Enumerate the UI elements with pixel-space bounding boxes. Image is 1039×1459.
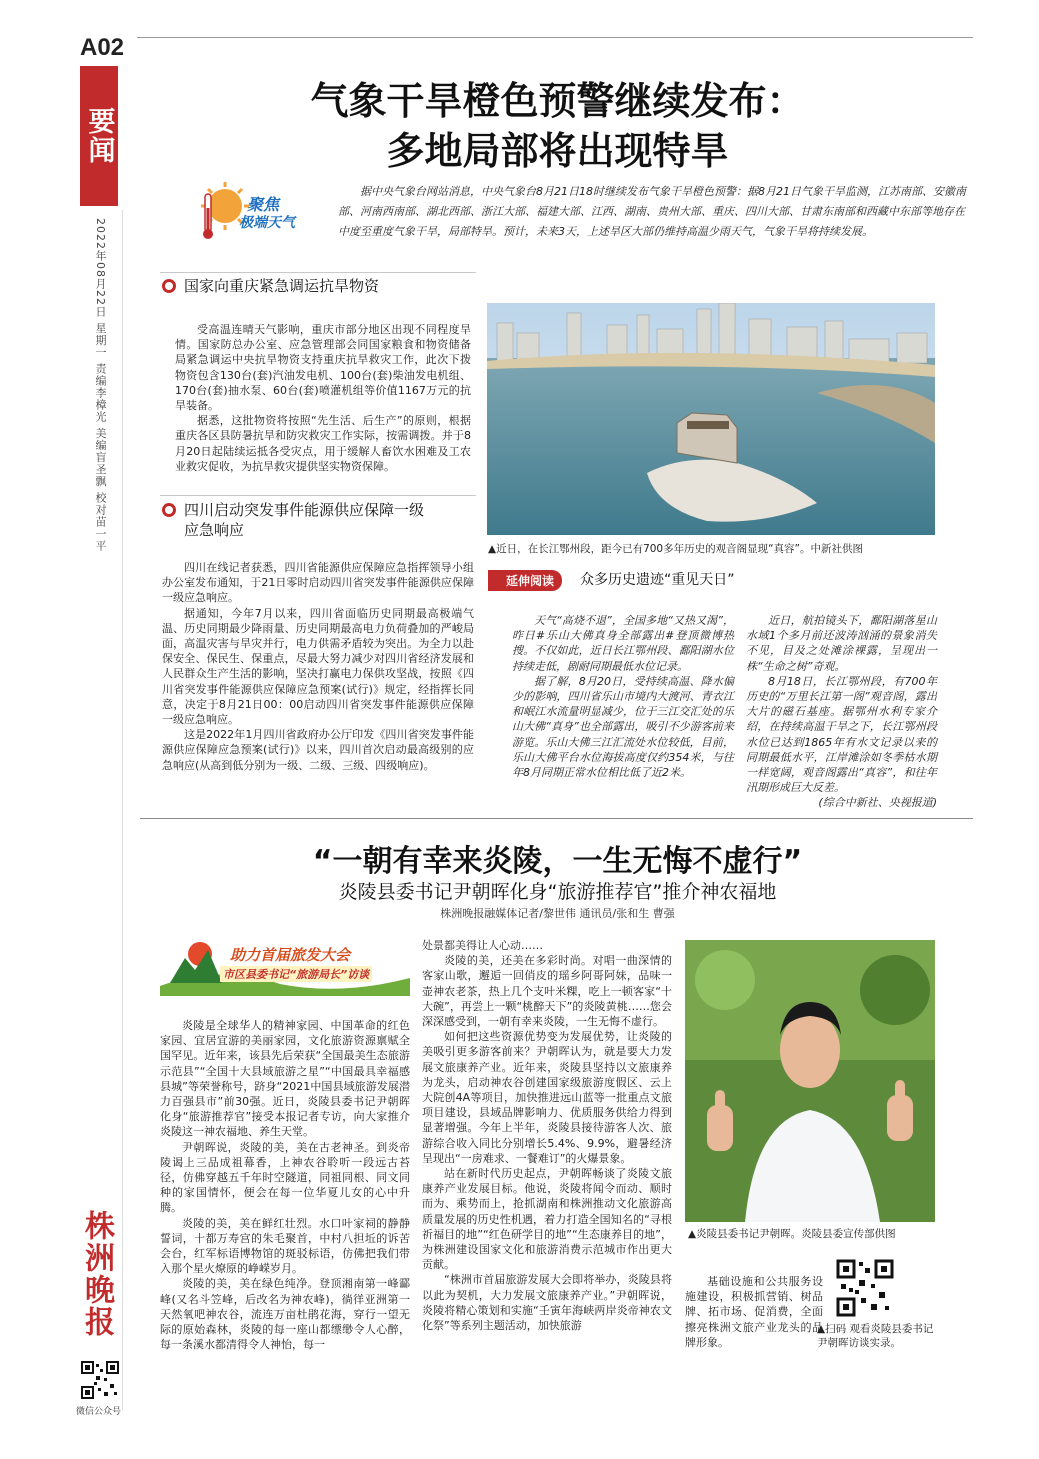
story-divider [140,818,973,819]
qr-caption: ▲扫码 观看炎陵县委书记尹朝晖访谈实录。 [817,1323,934,1349]
logo-text2: 市区县委书记“旅游局长”访谈 [220,966,372,982]
wechat-qr-icon[interactable] [80,1360,120,1400]
yin-zhaohui-photo [685,940,935,1222]
section1-title: 国家向重庆紧急调运抗旱物资 [184,277,380,295]
section2-title-line1: 四川启动突发事件能源供应保障一级 [184,501,425,519]
photo2-caption: ▲炎陵县委书记尹朝晖。炎陵县委宣传部供图 [688,1228,896,1240]
headline-line1: 气象干旱橙色预警继续发布： [310,79,805,123]
paragraph: 四川在线记者获悉，四川省能源供应保障应急指挥领导小组办公室发布通知，于21日零时启动四川省突发事件能源供应保障一级应急响应。 [162,561,474,605]
focus-extreme-weather-logo [197,180,325,248]
interview-qr-icon[interactable] [835,1258,895,1318]
paragraph: 据了解，8月20日，受持续高温、降水偏少的影响，四川省乐山市境内大渡河、青衣江和岷江水流量明显减少，位于三江交汇处的乐山大佛“真身”也全部露出，吸引不少游客前来游览。乐山大佛三江汇流处水位较低，目前，乐山大佛平台水位海拔高度仅约354米，与往年8月同期正常水位相比低了近2米。 [512,674,734,780]
side-date-credits: 2022年08月22日 星期一 责编李樟光 美编盲圣飘 校对苗一平 [94,218,107,552]
extend-col1 [512,613,734,780]
guanyin-pavilion-photo [487,303,935,535]
paragraph: 据通知，今年7月以来，四川省面临历史同期最高极端气温、历史同期最少降雨量、历史同期最高电力负荷叠加的严峻局面，高温灾害与旱灾并行，电力供需矛盾较为突出。为全力以赴保安全、保民生、保重点，尽最大努力减少对四川省经济发展和人民群众生产生活的影响，坚决打赢电力保供攻坚战，按照《四川省突发事件能源供应保障应急预案(试行)》规定，经指挥长同意，决定于8月21日00：00启动四川省突发事件能源供应保障一级应急响应。 [162,606,474,727]
tourism-conference-logo [160,938,410,996]
paragraph: 8月18日，长江鄂州段，有700年历史的“万里长江第一阁”观音阁，露出大片的磁石基座。据鄂州水利专家介绍，在持续高温干旱之下，长江鄂州段水位已达到1865年有水文记录以来的同期最低水平，江岸滩涂如冬季枯水期一样宽阔，观音阁露出“真容”，和往年汛期形成巨大反差。 [746,674,937,795]
story-byline: 株洲晚报融媒体记者/黎世伟 通讯员/张和生 曹强 [440,907,675,920]
top-rule [137,37,973,38]
sidebar-divider [122,210,123,1410]
paragraph: 天气“高烧不退”，全国多地“又热又渴”，昨日#乐山大佛真身全部露出#登顶微博热搜。不仅如此，近日长江鄂州段、鄱阳湖水位持续走低，剧耐同期最低水位记录。 [512,614,734,673]
ring-bullet-icon [162,279,176,293]
paragraph: 近日，航拍镜头下，鄱阳湖落星山水域1个多月前还波涛汹涌的景象消失不见，目及之处滩涂裸露，呈现出一株“生命之树”奇观。 [746,614,937,673]
photo1-caption: ▲近日，在长江鄂州段，距今已有700多年历史的观音阁显现“真容”。中新社供图 [488,543,863,555]
paragraph: 如何把这些资源优势变为发展优势，让炎陵的美吸引更多游客前来？尹朝晖认为，就是要大力发展文旅康养产业。近年来，炎陵县坚持以文旅康养为龙头，启动神农谷创建国家级旅游度假区、云上大院创4A等项目，加快推进远山蓝等一批重点文旅项目建设，县域品牌影响力、优质服务供给力得到显著增强。今年上半年，炎陵县接待游客人次、旅游综合收入同比分别增长5.4%、9.9%，避暑经济呈现出“一房难求、一餐难订”的火爆景象。 [422,1030,672,1165]
paragraph: 据悉，这批物资将按照“先生活、后生产”的原则，根据重庆各区县防暑抗旱和防灾救灾工作实际，按需调拨。并于8月20日起陆续运抵各受灾点，用于缓解人畜饮水困难及工农业救灾促收，为抗旱救灾提供坚实物资保障。 [175,414,471,473]
section2-body [162,560,474,773]
paragraph: 处景都美得让人心动…… [422,939,543,952]
paragraph: 受高温连晴天气影响，重庆市部分地区出现不同程度旱情。国家防总办公室、应急管理部会同国家粮食和物资储备局紧急调运中央抗旱物资支持重庆抗旱救灾工作，此次下拨物资包含130台(套)汽油发电机、100台(套)柴油发电机组、170台(套)抽水泵、60台(套)喷灌机组等价值1167万元的抗旱装备。 [175,323,471,413]
extend-reading-badge: 延伸阅读 [488,570,562,591]
page-number: A02 [80,34,125,61]
section-divider [160,272,476,273]
story-subtitle: 炎陵县委书记尹朝晖化身“旅游推荐官”推介神农福地 [338,881,777,903]
story-col3 [685,1274,823,1350]
story-col1 [160,1018,410,1352]
focus-logo-text2: 极端天气 [239,215,295,231]
paragraph: 炎陵的美，美在绿色纯净。登顶湘南第一峰酃峰(又名斗笠峰，后改名为神农峰)，徜徉亚洲第一天然氧吧神农谷，流连万亩杜鹃花海，穿行一望无际的原始森林，炎陵的每一座山都缥缈令人心醉，每一条溪水都清得令人神怡，每一 [160,1277,410,1352]
logo-text1: 助力首届旅发大会 [230,946,351,964]
paragraph: 炎陵的美，美在鲜红壮烈。水口叶家祠的静静誓词，十都万寿宫的朱毛聚首，中村八担坵的诉苦会台，红军标语博物馆的斑驳标语，仿佛把我们带入那个星火燎原的峥嵘岁月。 [160,1216,410,1276]
newspaper-brand: 株洲晚报 [79,1210,114,1338]
extend-reading-title: 众多历史遗迹“重见天日” [580,572,735,588]
paragraph: 站在新时代历史起点，尹朝晖畅谈了炎陵文旅康养产业发展目标。他说，炎陵将闻令而动、顺时而为、乘势而上，抢抓湖南和株洲推动文化旅游高质量发展的历史性机遇，着力打造全国知名的“寻根祈福目的地”“红色研学目的地”“生态康养目的地”，为株洲建设国家文化和旅游消费示范城市作出更大贡献。 [422,1167,672,1272]
extend-source: (综合中新社、央视报道) [818,796,937,810]
extend-col2 [746,613,937,811]
section-divider [160,495,476,496]
paragraph: 炎陵是全球华人的精神家园、中国革命的红色家园、宜居宜游的美丽家园，文化旅游资源禀赋全国罕见。近年来，该县先后荣获“全国最美生态旅游示范县”“全国十大县域旅游之星”“中国最具幸福感县城”等荣誉称号，跻身“2021中国县域旅游发展潜力百强县市”前30强。近日，炎陵县委书记尹朝晖化身“旅游推荐官”接受本报记者专访，向大家推介炎陵这一神农福地、养生天堂。 [160,1019,410,1139]
story-title: “一朝有幸来炎陵，一生无悔不虚行” [312,844,803,879]
ring-bullet-icon [162,503,176,517]
qr-label: 微信公众号 [76,1407,122,1417]
story-col2 [422,938,672,1333]
column-label: 要闻 [80,66,118,206]
paragraph: “株洲市首届旅游发展大会即将举办，炎陵县将以此为契机，大力发展文旅康养产业。”尹朝晖说，炎陵将精心策划和实施“壬寅年海峡两岸炎帝神农文化祭”等系列主题活动，加快旅游 [422,1273,672,1333]
paragraph: 基础设施和公共服务设施建设，积极抓营销、树品牌、拓市场、促消费，全面擦亮株洲文旅产业龙头的品牌形象。 [685,1275,823,1349]
paragraph: 这是2022年1月四川省政府办公厅印发《四川省突发事件能源供应保障应急预案(试行)》以来，四川首次启动最高级别的应急响应(从高到低分别为一级、二级、三级、四级响应)。 [162,728,474,772]
section2-title-line2: 应急响应 [184,521,245,539]
focus-logo-text1: 聚焦 [247,195,280,214]
paragraph: 尹朝晖说，炎陵的美，美在古老神圣。到炎帝陵谒上三品成祖幕香，上神农谷聆听一段远古苔径，仿佛穿越五千年时空隧道，同祖同根、同文同种的家国情怀，便会在每一位华夏儿女的心中升腾。 [160,1140,410,1215]
section1-heading [162,276,478,296]
headline-line2: 多地局部将出现特旱 [386,129,729,173]
main-headline [140,76,975,176]
paragraph: 炎陵的美，还美在多彩时尚。对唱一曲深情的客家山歌，邂逅一回俏皮的瑶乡阿哥阿妹，品味一壶神农老茶，热上几个支叶米粿，吃上一顿客家“十大碗”，再尝上一颗“桃醉天下”的炎陵黄桃……您会深深感受到，一朝有幸来炎陵，一生无悔不虚行。 [422,954,672,1029]
section1-body [175,322,471,474]
section2-heading [162,500,478,540]
focus-lead: 据中央气象台网站消息，中央气象台8月21日18时继续发布气象干旱橙色预警：据8月21日气象干旱监测，江苏南部、安徽南部、河南西南部、湖北西部、浙江大部、福建大部、江西、湖南、贵州大部、重庆、四川大部、甘肃东南部和西藏中东部等地存在中度至重度气象干旱，局部特旱。预计，未来3天，上述旱区大部仍维持高温少雨天气，气象干旱将持续发展。 [338,185,966,238]
